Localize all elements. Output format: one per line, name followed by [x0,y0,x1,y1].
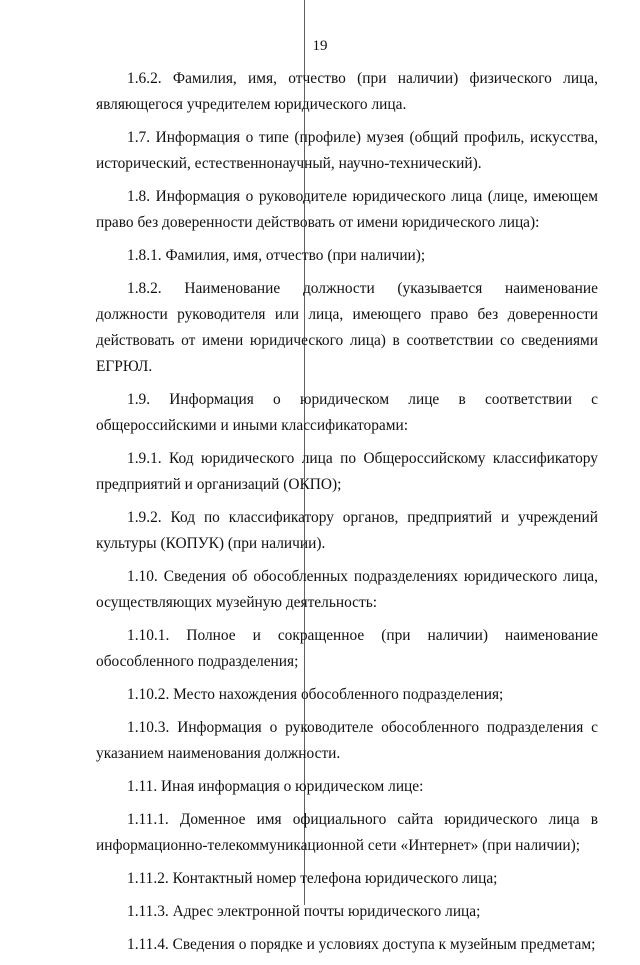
paragraph-1-8: 1.8. Информация о руководителе юридического лица (лице, имеющем право без доверенности действовать от имени юридического лица): [96,188,598,231]
paragraph-1-8-2: 1.8.2. Наименование должности (указывается наименование должности руководителя или лица, имеющего право без доверенности действовать от имени юридического лица) в соответствии со сведениями ЕГРЮЛ. [96,280,598,375]
paragraph-1-9-2: 1.9.2. Код по классификатору органов, предприятий и учреждений культуры (КОПУК) (при наличии). [96,509,598,552]
paragraph-1-11-2: 1.11.2. Контактный номер телефона юридического лица; [127,870,498,887]
paragraph-1-10: 1.10. Сведения об обособленных подразделениях юридического лица, осуществляющих музейную деятельность: [96,568,598,611]
paragraph-1-10-3: 1.10.3. Информация о руководителе обособленного подразделения с указанием наименования должности. [96,719,598,762]
paragraph-1-6-2: 1.6.2. Фамилия, имя, отчество (при наличии) физического лица, являющегося учредителем юридического лица. [96,70,598,113]
paragraph-1-11-3: 1.11.3. Адрес электронной почты юридического лица; [127,903,481,920]
paragraph-1-7: 1.7. Информация о типе (профиле) музея (общий профиль, искусства, исторический, естественнонаучный, научно-технический). [96,129,598,172]
paragraph-1-11-4: 1.11.4. Сведения о порядке и условиях доступа к музейным предметам; [127,936,596,953]
paragraph-1-8-1: 1.8.1. Фамилия, имя, отчество (при наличии); [127,247,426,264]
paragraph-1-9-1: 1.9.1. Код юридического лица по Общероссийскому классификатору предприятий и организаций (ОКПО); [96,450,598,493]
paragraph-1-10-1: 1.10.1. Полное и сокращенное (при наличии) наименование обособленного подразделения; [96,627,598,670]
paragraph-1-11: 1.11. Иная информация о юридическом лице: [127,778,424,795]
document-body [96,66,598,965]
paragraph-1-10-2: 1.10.2. Место нахождения обособленного подразделения; [127,686,504,703]
paragraph-1-11-1: 1.11.1. Доменное имя официального сайта юридического лица в информационно-телекоммуникационной сети «Интернет» (при наличии); [96,811,598,854]
paragraph-1-9: 1.9. Информация о юридическом лице в соответствии с общероссийскими и иными классификаторами: [96,391,598,434]
page-number: 19 [312,38,328,54]
